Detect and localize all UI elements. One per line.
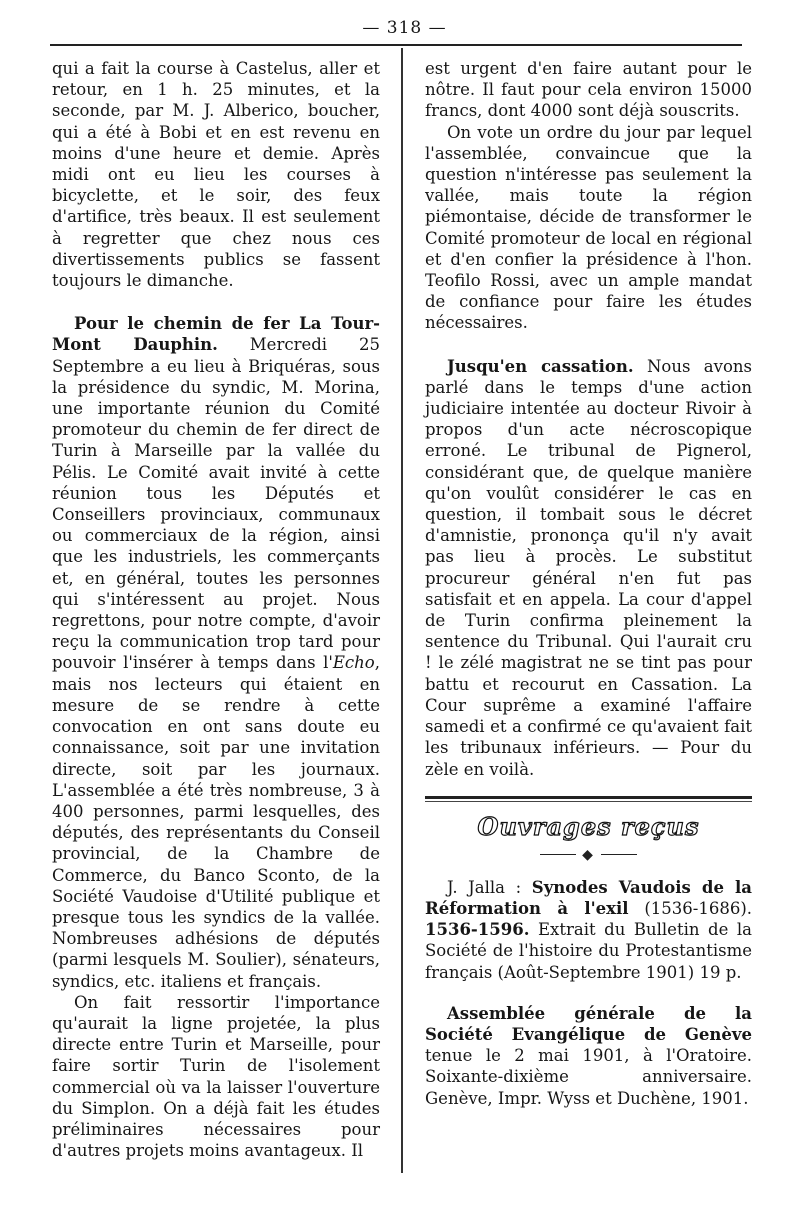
paragraph-cassation: [425, 356, 752, 780]
paragraph-vote: On vote un ordre du jour par lequel l'assemblée, convaincue que la question n'intéresse pas seulement la vallée, mais toute la région piémontaise, décide de transformer le Comité promoteur de local en régional et d'en confier la présidence à l'hon. Teofilo Rossi, avec un ample mandat de confiance pour faire les études nécessaires.: [425, 122, 752, 333]
echo-title: Echo: [332, 653, 375, 673]
book-author: J. Jalla :: [447, 877, 532, 897]
paragraph-urgent: est urgent d'en faire autant pour le nôtre. Il faut pour cela environ 15000 francs, dont 4000 sont déjà souscrits.: [425, 59, 752, 121]
paragraph-castelus-race: qui a fait la course à Castelus, aller et retour, en 1 h. 25 minutes, et la seconde, par M. J. Alberico, boucher, qui a été à Bobi et en est revenu en moins d'une heure et demie. Après midi ont eu lieu les courses à bicyclette, et le soir, des feux d'artifice, très beaux. Il est seulement à regretter que chez nous ces divertissements publics se fassent toujours le dimanche.: [52, 59, 380, 291]
book-title: Synodes Vaudois de la Réformation à l'exil: [425, 877, 752, 918]
left-column: [52, 58, 380, 1161]
section-title: Ouvrages reçus: [477, 811, 700, 841]
section-rule-thin: [425, 801, 752, 802]
assembly-title: Assemblée générale de la Société Evangélique de Genève: [425, 1003, 752, 1044]
section-rule: [425, 796, 752, 799]
book-details: Extrait du Bulletin de la Société de l'histoire du Protestantisme français (Août-Septembre 1901) 19 p.: [425, 920, 752, 982]
ornament-divider: ◆: [425, 847, 752, 863]
page-number: — 318 —: [362, 18, 447, 38]
railway-heading: Pour le chemin de fer La Tour-Mont Dauphin.: [52, 314, 380, 355]
book-entry-assembly: [425, 1003, 752, 1109]
book-period: 1536-1596.: [425, 920, 530, 940]
assembly-details: tenue le 2 mai 1901, à l'Oratoire. Soixante-dixième anniversaire. Genève, Impr. Wyss et Duchène, 1901.: [425, 1046, 752, 1108]
column-divider: [401, 48, 403, 1173]
cassation-text: Nous avons parlé dans le temps d'une action judiciaire intentée au docteur Rivoir à propos d'un acte nécroscopique erroné. Le tribunal de Pignerol, considérant que, de quelque manière qu'on voulût considérer le cas en question, il tombait sous le décret d'amnistie, prononça qu'il n'y avait pas lieu à procès. Le substitut procureur général n'en fut pas satisfait et en appela. La cour d'appel de Turin confirma pleinement la sentence du Tribunal. Qui l'aurait cru ! le zélé magistrat ne se tint pas pour battu et recourut en Cassation. La Cour suprême a examiné l'affaire samedi et a confirmé ce qu'avaient fait les tribunaux inférieurs. — Pour du zèle en voilà.: [425, 356, 752, 779]
book-entry-jalla: [425, 877, 752, 983]
paragraph-importance: On fait ressortir l'importance qu'aurait la ligne projetée, la plus directe entre Turin et Marseille, pour faire sortir Turin de l'isolement commercial où va la laisser l'ouverture du Simplon. On a déjà fait les études préliminaires nécessaires pour d'autres projets moins avantageux. Il: [52, 992, 380, 1161]
right-column: [425, 58, 752, 1109]
cassation-heading: Jusqu'en cassation.: [447, 356, 634, 376]
paragraph-railway: [52, 313, 380, 992]
railway-text-a: Mercredi 25 Septembre a eu lieu à Briquéras, sous la présidence du syndic, M. Morina, une importante réunion du Comité promoteur du chemin de fer direct de Turin à Marseille par la vallée du Pélis. Le Comité avait invité à cette réunion tous les Députés et Conseillers provinciaux, communaux ou commerciaux de la région, ainsi que les industriels, les commerçants et, en général, toutes les personnes qui s'intéressent au projet. Nous regrettons, pour notre compte, d'avoir reçu la communication trop tard pour pouvoir l'insérer à temps dans l': [52, 335, 380, 673]
header-rule: [50, 44, 742, 46]
book-years: (1536-1686).: [628, 898, 753, 918]
railway-text-b: , mais nos lecteurs qui étaient en mesure de se rendre à cette convocation en ont sans doute eu connaissance, soit par une invitation directe, soit par les journaux. L'assemblée a été très nombreuse, 3 à 400 personnes, parmi lesquelles, des députés, des représentants du Conseil provincial, de la Chambre de Commerce, du Banco Sconto, de la Société Vaudoise d'Utilité publique et presque tous les syndics de la vallée. Nombreuses adhésions de députés (parmi lesquels M. Soulier), sénateurs, syndics, etc. italiens et français.: [52, 653, 380, 991]
